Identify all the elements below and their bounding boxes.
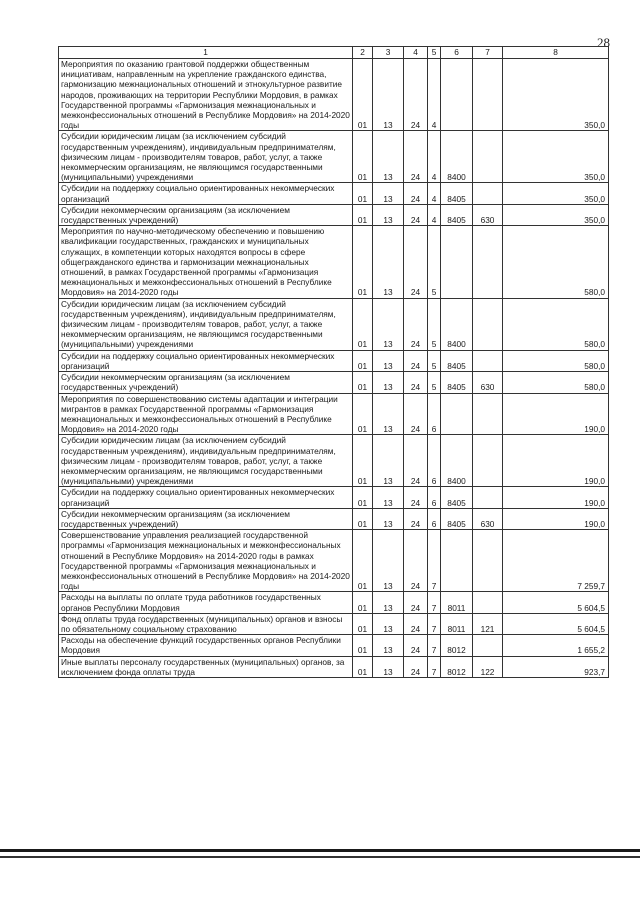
row-name-cell: Мероприятия по оказанию грантовой поддержки общественным инициативам, направленным на укрепление гражданского единства, гармонизацию межнациональных отношений и этнокультурное развитие народов, проживающих на территории Республики Мордовия, в рамках Государственной программы «Гармонизация межнациональных и межконфессиональных отношений в Республике Мордовия» на 2014-2020 годы <box>59 59 353 131</box>
subprogram-code-cell: 7 <box>428 592 441 613</box>
program-code-cell: 24 <box>404 435 428 487</box>
table-row <box>59 59 609 131</box>
row-name-cell: Мероприятия по научно-методическому обеспечению и повышению квалификации государственных, гражданских и муниципальных служащих, в компетенции которых находятся вопросы в сфере общегражданского единства и гармонизации межнациональных отношений, в рамках Государственной программы «Гармонизация межнациональных и межконфессиональных отношений в Республике Мордовия» на 2014-2020 годы <box>59 226 353 298</box>
program-code-cell: 24 <box>404 59 428 131</box>
row-name-cell: Расходы на выплаты по оплате труда работников государственных органов Республики Мордовия <box>59 592 353 613</box>
row-name-cell: Расходы на обеспечение функций государственных органов Республики Мордовия <box>59 635 353 656</box>
expense-type-cell <box>473 226 503 298</box>
subsection-code-cell: 13 <box>373 59 404 131</box>
target-article-cell: 8012 <box>441 635 473 656</box>
row-name-cell: Субсидии юридическим лицам (за исключением субсидий государственным учреждениям), индивидуальным предпринимателям, физическим лицам - производителям товаров, работ, услуг, а также некоммерческим организациям, не являющимся государственными (муниципальными) учреждениями <box>59 131 353 183</box>
subprogram-code-cell: 6 <box>428 487 441 508</box>
target-article-cell <box>441 530 473 592</box>
subprogram-code-cell: 4 <box>428 183 441 204</box>
subsection-code-cell: 13 <box>373 508 404 529</box>
subsection-code-cell: 13 <box>373 656 404 677</box>
column-header: 1 <box>59 47 353 59</box>
table-row <box>59 592 609 613</box>
section-code-cell: 01 <box>353 59 373 131</box>
amount-cell: 5 604,5 <box>503 613 609 634</box>
subprogram-code-cell: 6 <box>428 508 441 529</box>
section-code-cell: 01 <box>353 635 373 656</box>
section-code-cell: 01 <box>353 508 373 529</box>
subsection-code-cell: 13 <box>373 393 404 435</box>
target-article-cell: 8405 <box>441 204 473 225</box>
row-name-cell: Иные выплаты персоналу государственных (муниципальных) органов, за исключением фонда оплаты труда <box>59 656 353 677</box>
subsection-code-cell: 13 <box>373 635 404 656</box>
section-code-cell: 01 <box>353 656 373 677</box>
target-article-cell: 8400 <box>441 435 473 487</box>
target-article-cell: 8405 <box>441 487 473 508</box>
program-code-cell: 24 <box>404 183 428 204</box>
amount-cell: 350,0 <box>503 204 609 225</box>
target-article-cell <box>441 393 473 435</box>
expense-type-cell <box>473 435 503 487</box>
program-code-cell: 24 <box>404 592 428 613</box>
section-code-cell: 01 <box>353 435 373 487</box>
table-row <box>59 530 609 592</box>
subsection-code-cell: 13 <box>373 487 404 508</box>
target-article-cell: 8012 <box>441 656 473 677</box>
row-name-cell: Фонд оплаты труда государственных (муниципальных) органов и взносы по обязательному социальному страхованию <box>59 613 353 634</box>
program-code-cell: 24 <box>404 508 428 529</box>
subprogram-code-cell: 4 <box>428 131 441 183</box>
amount-cell: 350,0 <box>503 59 609 131</box>
target-article-cell: 8405 <box>441 183 473 204</box>
program-code-cell: 24 <box>404 298 428 350</box>
column-header: 7 <box>473 47 503 59</box>
row-name-cell: Субсидии на поддержку социально ориентированных некоммерческих организаций <box>59 487 353 508</box>
amount-cell: 7 259,7 <box>503 530 609 592</box>
expense-type-cell <box>473 487 503 508</box>
section-code-cell: 01 <box>353 226 373 298</box>
subsection-code-cell: 13 <box>373 226 404 298</box>
subprogram-code-cell: 7 <box>428 656 441 677</box>
table-row <box>59 656 609 677</box>
table-row <box>59 393 609 435</box>
target-article-cell <box>441 226 473 298</box>
subsection-code-cell: 13 <box>373 204 404 225</box>
section-code-cell: 01 <box>353 393 373 435</box>
table-row <box>59 131 609 183</box>
row-name-cell: Мероприятия по совершенствованию системы адаптации и интеграции мигрантов в рамках Государственной программы «Гармонизация межнациональных и межконфессиональных отношений в Республике Мордовия» на 2014-2020 годы <box>59 393 353 435</box>
table-row <box>59 613 609 634</box>
amount-cell: 5 604,5 <box>503 592 609 613</box>
section-code-cell: 01 <box>353 487 373 508</box>
section-code-cell: 01 <box>353 183 373 204</box>
subprogram-code-cell: 7 <box>428 530 441 592</box>
page-number: 28 <box>597 35 610 50</box>
subprogram-code-cell: 6 <box>428 393 441 435</box>
subprogram-code-cell: 5 <box>428 298 441 350</box>
subsection-code-cell: 13 <box>373 131 404 183</box>
expense-type-cell <box>473 183 503 204</box>
program-code-cell: 24 <box>404 226 428 298</box>
subprogram-code-cell: 5 <box>428 372 441 393</box>
section-code-cell: 01 <box>353 372 373 393</box>
section-code-cell: 01 <box>353 350 373 371</box>
subsection-code-cell: 13 <box>373 530 404 592</box>
target-article-cell: 8011 <box>441 613 473 634</box>
target-article-cell: 8011 <box>441 592 473 613</box>
row-name-cell: Субсидии на поддержку социально ориентированных некоммерческих организаций <box>59 183 353 204</box>
column-header: 2 <box>353 47 373 59</box>
table-row <box>59 372 609 393</box>
table-row <box>59 204 609 225</box>
section-code-cell: 01 <box>353 592 373 613</box>
amount-cell: 580,0 <box>503 226 609 298</box>
expense-type-cell: 121 <box>473 613 503 634</box>
row-name-cell: Совершенствование управления реализацией государственной программы «Гармонизация межнациональных и межконфессиональных отношений в Республике Мордовия» на 2014-2020 годы в рамках Государственной программы «Гармонизация межнациональных и межконфессиональных отношений в Республике Мордовия» на 2014-2020 годы <box>59 530 353 592</box>
subsection-code-cell: 13 <box>373 183 404 204</box>
subsection-code-cell: 13 <box>373 613 404 634</box>
expense-type-cell <box>473 592 503 613</box>
program-code-cell: 24 <box>404 372 428 393</box>
expense-type-cell <box>473 635 503 656</box>
header-row <box>59 47 609 59</box>
column-header: 5 <box>428 47 441 59</box>
target-article-cell: 8405 <box>441 372 473 393</box>
amount-cell: 580,0 <box>503 350 609 371</box>
amount-cell: 923,7 <box>503 656 609 677</box>
table-row <box>59 183 609 204</box>
row-name-cell: Субсидии некоммерческим организациям (за исключением государственных учреждений) <box>59 372 353 393</box>
amount-cell: 190,0 <box>503 487 609 508</box>
target-article-cell: 8400 <box>441 298 473 350</box>
row-name-cell: Субсидии юридическим лицам (за исключением субсидий государственным учреждениям), индивидуальным предпринимателям, физическим лицам - производителям товаров, работ, услуг, а также некоммерческим организациям, не являющимся государственными (муниципальными) учреждениями <box>59 298 353 350</box>
budget-table <box>58 46 609 678</box>
expense-type-cell: 630 <box>473 204 503 225</box>
row-name-cell: Субсидии на поддержку социально ориентированных некоммерческих организаций <box>59 350 353 371</box>
expense-type-cell <box>473 350 503 371</box>
table-row <box>59 435 609 487</box>
subsection-code-cell: 13 <box>373 372 404 393</box>
target-article-cell: 8405 <box>441 508 473 529</box>
amount-cell: 580,0 <box>503 372 609 393</box>
table-row <box>59 487 609 508</box>
column-header: 6 <box>441 47 473 59</box>
expense-type-cell <box>473 298 503 350</box>
section-code-cell: 01 <box>353 204 373 225</box>
amount-cell: 190,0 <box>503 435 609 487</box>
amount-cell: 190,0 <box>503 393 609 435</box>
program-code-cell: 24 <box>404 487 428 508</box>
target-article-cell: 8400 <box>441 131 473 183</box>
amount-cell: 350,0 <box>503 183 609 204</box>
program-code-cell: 24 <box>404 204 428 225</box>
subprogram-code-cell: 4 <box>428 59 441 131</box>
column-header: 3 <box>373 47 404 59</box>
section-code-cell: 01 <box>353 298 373 350</box>
subprogram-code-cell: 7 <box>428 613 441 634</box>
program-code-cell: 24 <box>404 393 428 435</box>
program-code-cell: 24 <box>404 350 428 371</box>
amount-cell: 350,0 <box>503 131 609 183</box>
column-header: 4 <box>404 47 428 59</box>
subprogram-code-cell: 7 <box>428 635 441 656</box>
subprogram-code-cell: 5 <box>428 350 441 371</box>
target-article-cell: 8405 <box>441 350 473 371</box>
section-code-cell: 01 <box>353 131 373 183</box>
table-row <box>59 298 609 350</box>
row-name-cell: Субсидии юридическим лицам (за исключением субсидий государственным учреждениям), индивидуальным предпринимателям, физическим лицам - производителям товаров, работ, услуг, а также некоммерческим организациям, не являющимся государственными (муниципальными) учреждениями <box>59 435 353 487</box>
subprogram-code-cell: 6 <box>428 435 441 487</box>
amount-cell: 190,0 <box>503 508 609 529</box>
subsection-code-cell: 13 <box>373 298 404 350</box>
program-code-cell: 24 <box>404 635 428 656</box>
amount-cell: 580,0 <box>503 298 609 350</box>
expense-type-cell <box>473 393 503 435</box>
bottom-rule <box>0 856 640 858</box>
table-row <box>59 508 609 529</box>
subprogram-code-cell: 4 <box>428 204 441 225</box>
table-row <box>59 635 609 656</box>
expense-type-cell: 630 <box>473 508 503 529</box>
expense-type-cell <box>473 131 503 183</box>
subsection-code-cell: 13 <box>373 350 404 371</box>
program-code-cell: 24 <box>404 530 428 592</box>
row-name-cell: Субсидии некоммерческим организациям (за исключением государственных учреждений) <box>59 204 353 225</box>
expense-type-cell <box>473 530 503 592</box>
expense-type-cell <box>473 59 503 131</box>
table-row <box>59 226 609 298</box>
section-code-cell: 01 <box>353 613 373 634</box>
row-name-cell: Субсидии некоммерческим организациям (за исключением государственных учреждений) <box>59 508 353 529</box>
expense-type-cell: 630 <box>473 372 503 393</box>
program-code-cell: 24 <box>404 131 428 183</box>
column-header: 8 <box>503 47 609 59</box>
table-row <box>59 350 609 371</box>
amount-cell: 1 655,2 <box>503 635 609 656</box>
program-code-cell: 24 <box>404 613 428 634</box>
subprogram-code-cell: 5 <box>428 226 441 298</box>
table-body <box>59 59 609 678</box>
subsection-code-cell: 13 <box>373 435 404 487</box>
expense-type-cell: 122 <box>473 656 503 677</box>
section-code-cell: 01 <box>353 530 373 592</box>
bottom-rule <box>0 849 640 852</box>
target-article-cell <box>441 59 473 131</box>
subsection-code-cell: 13 <box>373 592 404 613</box>
program-code-cell: 24 <box>404 656 428 677</box>
